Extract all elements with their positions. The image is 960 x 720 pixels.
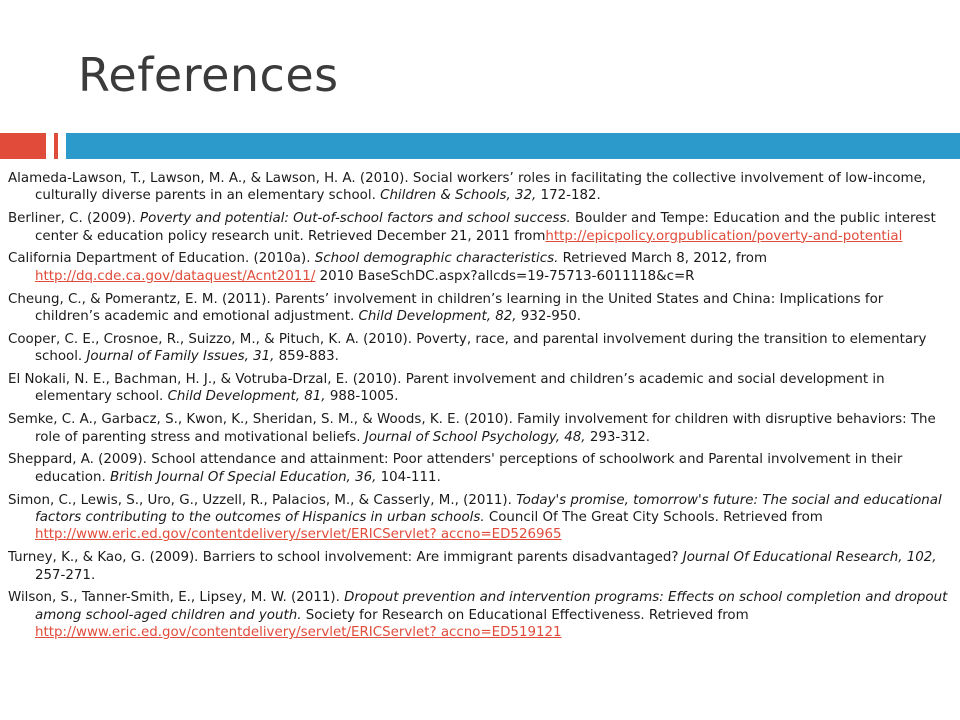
- reference-text: California Department of Education. (2010a).: [8, 251, 315, 267]
- reference-entry: [8, 210, 952, 245]
- reference-text: El Nokali, N. E., Bachman, H. J., & Votruba-Drzal, E. (2010). Parent involvement and children’s academic and social development in elementary school.: [8, 372, 885, 405]
- reference-text: 988-1005.: [325, 389, 399, 405]
- reference-text: Berliner, C. (2009).: [8, 211, 141, 227]
- reference-link[interactable]: http://www.eric.ed.gov/contentdelivery/servlet/ERICServlet? accno=ED526965: [35, 527, 562, 543]
- reference-text: Wilson, S., Tanner-Smith, E., Lipsey, M. W. (2011).: [8, 590, 345, 606]
- reference-text: Society for Research on Educational Effectiveness. Retrieved from: [301, 607, 749, 623]
- reference-text: 932-950.: [516, 309, 582, 325]
- reference-entry: [8, 250, 952, 285]
- reference-text: Simon, C., Lewis, S., Uro, G., Uzzell, R., Palacios, M., & Casserly, M., (2011).: [8, 492, 517, 508]
- reference-italic-title: School demographic characteristics.: [314, 251, 559, 267]
- reference-text: 859-883.: [274, 349, 339, 365]
- reference-text: Alameda-Lawson, T., Lawson, M. A., & Lawson, H. A. (2010). Social workers’ roles in facilitating the collective involvement of low-income, culturally diverse parents in an elementary school.: [8, 171, 927, 204]
- reference-entry: [8, 411, 952, 446]
- slide-title: References: [78, 48, 339, 102]
- reference-entry: [8, 371, 952, 406]
- title-rule-accent-blue: [66, 133, 960, 159]
- reference-list: [8, 170, 952, 647]
- reference-text: Cooper, C. E., Crosnoe, R., Suizzo, M., & Pituch, K. A. (2010). Poverty, race, and parental involvement during the transition to elementary school.: [8, 331, 927, 365]
- reference-entry: [8, 331, 952, 366]
- reference-italic-title: Today's promise, tomorrow's future: The social and educational factors contributing to the outcomes of Hispanics in urban schools.: [35, 492, 942, 526]
- reference-link[interactable]: http://www.eric.ed.gov/contentdelivery/servlet/ERICServlet? accno=ED519121: [35, 625, 562, 641]
- reference-text: 293-312.: [585, 429, 651, 445]
- reference-italic-title: Child Development, 82,: [358, 309, 517, 325]
- reference-italic-title: Journal of School Psychology, 48,: [364, 429, 586, 445]
- reference-entry: [8, 492, 952, 544]
- reference-text: Council Of The Great City Schools. Retrieved from: [484, 510, 823, 526]
- reference-italic-title: Dropout prevention and intervention programs: Effects on school completion and dropout among school-aged children and youth.: [35, 590, 948, 623]
- reference-text: Sheppard, A. (2009). School attendance and attainment: Poor attenders' perceptions of schoolwork and Parental involvement in their education.: [8, 452, 903, 485]
- title-rule-accent-red: [0, 133, 46, 159]
- reference-entry: [8, 589, 952, 641]
- reference-text: Retrieved March 8, 2012, from: [558, 251, 768, 267]
- reference-text: Cheung, C., & Pomerantz, E. M. (2011). Parents’ involvement in children’s learning in the United States and China: Implications for children’s academic and emotional adjustment.: [8, 291, 884, 325]
- reference-text: Boulder and Tempe: Education and the public interest center & education policy research unit. Retrieved December 21, 2011 from: [35, 211, 936, 244]
- reference-italic-title: Journal of Family Issues, 31,: [86, 349, 275, 365]
- reference-italic-title: Child Development, 81,: [167, 389, 326, 405]
- title-rule-accent-red-edge: [54, 133, 58, 159]
- reference-text: 172-182.: [536, 188, 601, 204]
- reference-italic-title: Children & Schools, 32,: [380, 188, 537, 204]
- reference-entry: [8, 549, 952, 584]
- reference-text: 104-111.: [376, 469, 441, 485]
- reference-entry: [8, 451, 952, 486]
- reference-link[interactable]: http://epicpolicy.orgpublication/poverty-and-potential: [545, 228, 903, 244]
- reference-link[interactable]: http://dq.cde.ca.gov/dataquest/Acnt2011/: [35, 268, 316, 284]
- reference-entry: [8, 291, 952, 326]
- reference-text: 2010 BaseSchDC.aspx?allcds=19-75713-6011118&c=R: [315, 268, 695, 284]
- reference-italic-title: Journal Of Educational Research, 102,: [682, 550, 937, 566]
- reference-italic-title: Poverty and potential: Out-of-school factors and school success.: [140, 211, 571, 227]
- reference-text: Semke, C. A., Garbacz, S., Kwon, K., Sheridan, S. M., & Woods, K. E. (2010). Family involvement for children with disruptive behaviors: The role of parenting stress and motivational beliefs.: [8, 412, 936, 445]
- reference-italic-title: British Journal Of Special Education, 36,: [109, 469, 377, 485]
- reference-text: 257-271.: [35, 567, 96, 583]
- reference-entry: [8, 170, 952, 205]
- reference-text: Turney, K., & Kao, G. (2009). Barriers to school involvement: Are immigrant parents disadvantaged?: [8, 550, 683, 566]
